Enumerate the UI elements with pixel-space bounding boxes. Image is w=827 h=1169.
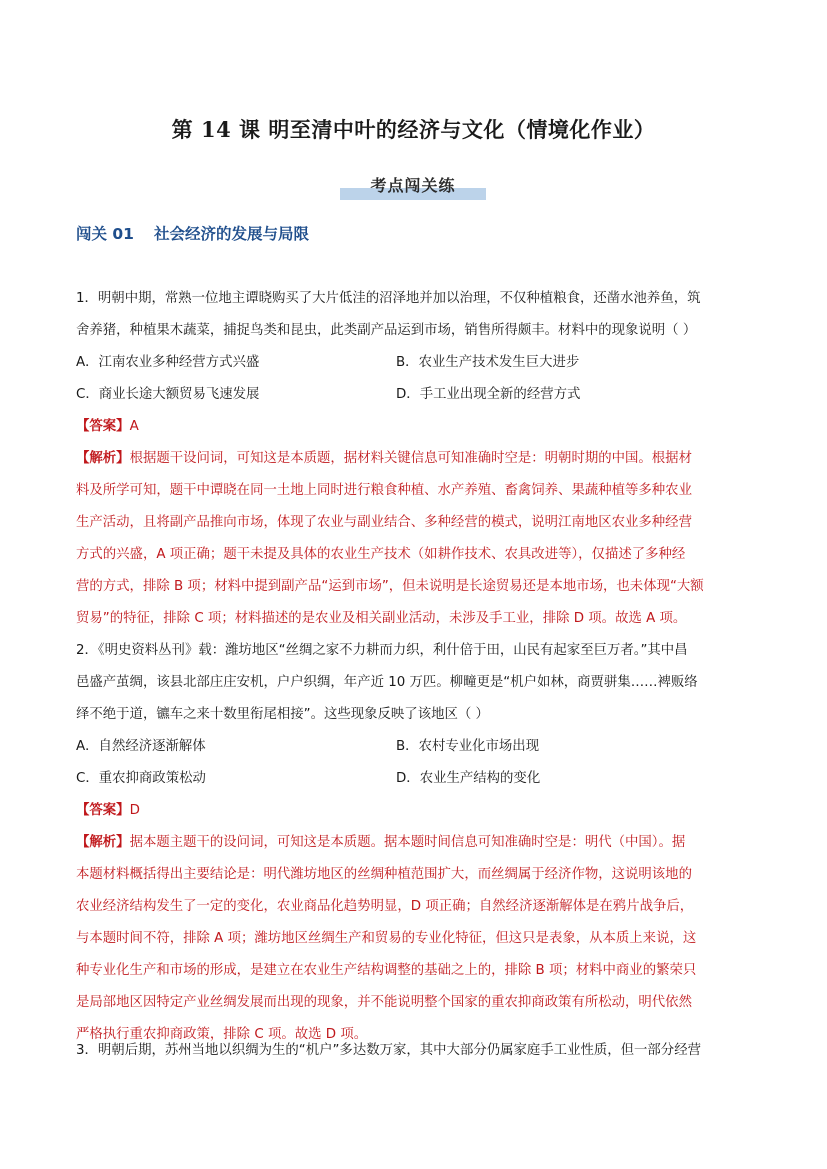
q2-analysis-line bbox=[76, 827, 752, 859]
q2-answer bbox=[76, 795, 752, 827]
analysis-tag: 【解析】 bbox=[76, 451, 130, 466]
q1-analysis-line: 料及所学可知，题干中谭晓在同一土地上同时进行粮食种植、水产养殖、畜禽饲养、果蔬种植等多种农业 bbox=[76, 483, 692, 498]
q2-option-b: B．农村专业化市场出现 bbox=[396, 739, 540, 754]
q2-stem-line: 绎不绝于道，镳车之来十数里衔尾相接”。这些现象反映了该地区（ ） bbox=[76, 707, 489, 722]
section-label: 闯关 01 bbox=[76, 225, 134, 243]
q1-stem-line: 舍养猪，种植果木蔬菜，捕捉鸟类和昆虫，此类副产品运到市场，销售所得颇丰。材料中的现象说明（ ） bbox=[76, 323, 697, 338]
question-1 bbox=[76, 283, 752, 635]
q1-analysis-line: 贸易”的特征，排除 C 项；材料描述的是农业及相关副业活动，未涉及手工业，排除 D 项。故选 A 项。 bbox=[76, 611, 687, 626]
q1-analysis-line: 营的方式，排除 B 项；材料中提到副产品“运到市场”，但未说明是长途贸易还是本地市场，也未体现“大额 bbox=[76, 579, 704, 594]
q1-stem-line: 1．明朝中期，常熟一位地主谭晓购买了大片低洼的沼泽地并加以治理，不仅种植粮食，还凿水池养鱼，筑 bbox=[76, 291, 701, 306]
analysis-text: 据本题主题干的设问词，可知这是本质题。据本题时间信息可知准确时空是：明代（中国）。据 bbox=[129, 835, 686, 850]
question-3 bbox=[76, 1035, 752, 1067]
analysis-tag: 【解析】 bbox=[76, 835, 130, 850]
section-banner bbox=[340, 171, 486, 201]
q2-analysis-line: 农业经济结构发生了一定的变化，农业商品化趋势明显，D 项正确；自然经济逐渐解体是在鸦片战争后， bbox=[76, 899, 694, 914]
page-title: 第 14 课 明至清中叶的经济与文化（情境化作业） bbox=[171, 117, 656, 142]
q2-analysis-line: 种专业化生产和市场的形成，是建立在农业生产结构调整的基础之上的，排除 B 项；材料中商业的繁荣只 bbox=[76, 963, 697, 978]
q1-analysis-line bbox=[76, 443, 752, 475]
q1-options-row bbox=[76, 347, 752, 379]
q2-analysis-line: 严格执行重农抑商政策，排除 C 项。故选 D 项。 bbox=[76, 1027, 368, 1042]
q1-analysis-line: 方式的兴盛，A 项正确；题干未提及具体的农业生产技术（如耕作技术、农具改进等），仅描述了多种经 bbox=[76, 547, 686, 562]
q2-options-row bbox=[76, 763, 752, 795]
q2-stem-line: 2．《明史资料丛刊》载：潍坊地区“丝绸之家不力耕而力织，利什倍于田，山民有起家至巨万者。”其中昌 bbox=[76, 643, 688, 658]
q1-option-c: C．商业长途大额贸易飞速发展 bbox=[76, 387, 260, 402]
section-name: 社会经济的发展与局限 bbox=[153, 225, 309, 243]
q1-option-a: A．江南农业多种经营方式兴盛 bbox=[76, 355, 260, 370]
answer-tag: 【答案】 bbox=[76, 803, 130, 818]
answer-value: D bbox=[129, 803, 140, 818]
q1-option-d: D．手工业出现全新的经营方式 bbox=[396, 387, 581, 402]
q2-analysis-line: 是局部地区因特定产业丝绸发展而出现的现象，并不能说明整个国家的重农抑商政策有所松动，明代依然 bbox=[76, 995, 692, 1010]
q1-options-row bbox=[76, 379, 752, 411]
section-heading bbox=[76, 222, 309, 244]
q2-analysis-line: 本题材料概括得出主要结论是：明代潍坊地区的丝绸种植范围扩大，而丝绸属于经济作物，这说明该地的 bbox=[76, 867, 692, 882]
q2-option-a: A．自然经济逐渐解体 bbox=[76, 739, 206, 754]
analysis-text: 根据题干设问词，可知这是本质题，据材料关键信息可知准确时空是：明朝时期的中国。根据材 bbox=[129, 451, 692, 466]
q2-stem-line: 邑盛产茧绸，该县北部庄庄安机，户户织绸，年产近 10 万匹。柳疃更是“机户如林，商贾骈集……裨贩络 bbox=[76, 675, 698, 690]
q2-option-c: C．重农抑商政策松动 bbox=[76, 771, 206, 786]
q3-stem-line: 3．明朝后期，苏州当地以织绸为生的“机户”多达数万家，其中大部分仍属家庭手工业性质，但一部分经营 bbox=[76, 1043, 701, 1058]
q1-answer bbox=[76, 411, 752, 443]
banner-label: 考点闯关练 bbox=[370, 176, 456, 195]
q1-analysis-line: 生产活动，且将副产品推向市场，体现了农业与副业结合、多种经营的模式，说明江南地区农业多种经营 bbox=[76, 515, 692, 530]
q2-analysis-line: 与本题时间不符，排除 A 项；潍坊地区丝绸生产和贸易的专业化特征，但这只是表象，从本质上来说，这 bbox=[76, 931, 697, 946]
answer-tag: 【答案】 bbox=[76, 419, 130, 434]
q2-option-d: D．农业生产结构的变化 bbox=[396, 771, 541, 786]
answer-value: A bbox=[129, 419, 139, 434]
question-2 bbox=[76, 635, 752, 1051]
q1-option-b: B．农业生产技术发生巨大进步 bbox=[396, 355, 580, 370]
q2-options-row bbox=[76, 731, 752, 763]
